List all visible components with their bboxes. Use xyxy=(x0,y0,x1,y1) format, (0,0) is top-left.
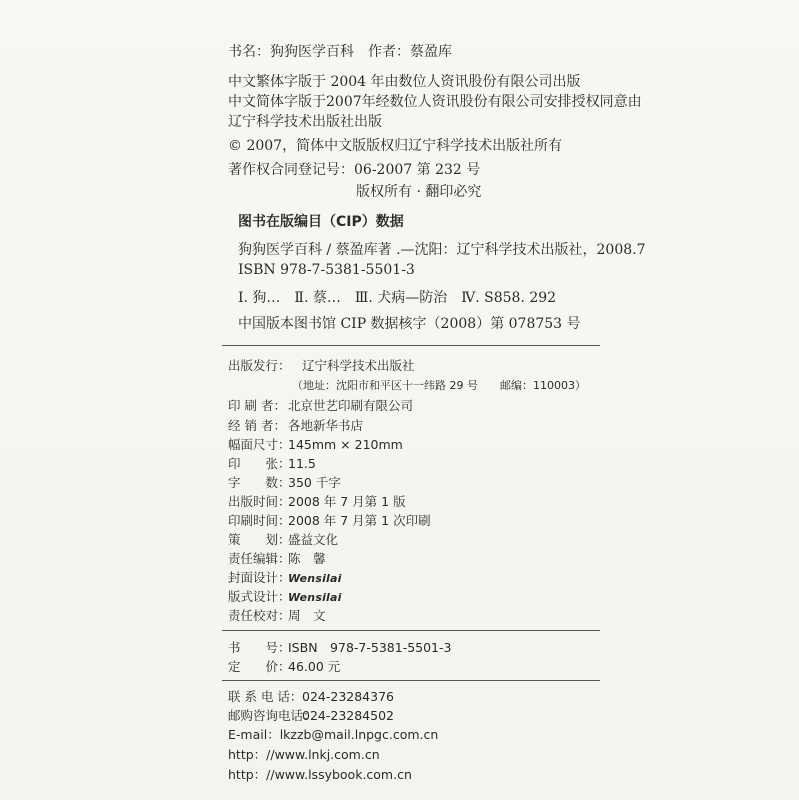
words-label: 字 数： xyxy=(228,475,291,490)
cover-design-row xyxy=(228,570,342,587)
printer-label: 印 刷 者： xyxy=(228,398,286,413)
phone-row xyxy=(228,689,394,705)
distributor-label: 经 销 者： xyxy=(228,418,286,433)
publisher-address: （地址：沈阳市和平区十一纬路 29 号 邮编：110003） xyxy=(292,379,586,392)
simplified-edition-note-1: 中文简体字版于2007年经数位人资讯股份有限公司安排授权同意由 xyxy=(228,94,642,110)
traditional-edition-note: 中文繁体字版于 2004 年由数位人资讯股份有限公司出版 xyxy=(228,74,581,90)
mail-order-row xyxy=(228,708,394,724)
url-line-2: http：//www.lssybook.com.cn xyxy=(228,767,412,782)
pub-date-row xyxy=(228,494,406,510)
planning-row xyxy=(228,532,338,548)
contract-registration: 著作权合同登记号：06-2007 第 232 号 xyxy=(228,162,481,178)
planning-label: 策 划： xyxy=(228,532,291,547)
price-row xyxy=(228,659,340,675)
price-label: 定 价： xyxy=(228,659,291,674)
size-value: 145mm × 210mm xyxy=(288,437,403,452)
divider-bottom xyxy=(222,680,600,681)
distributor-value: 各地新华书店 xyxy=(288,418,364,433)
simplified-edition-note-2: 辽宁科学技术出版社出版 xyxy=(228,114,382,130)
print-date-label: 印刷时间： xyxy=(228,513,291,528)
proofreader-row xyxy=(228,608,326,624)
cip-record: 狗狗医学百科 / 蔡盈库著 .—沈阳：辽宁科学技术出版社，2008.7 xyxy=(238,242,646,258)
mail-order-value: 024-23284502 xyxy=(302,708,394,723)
email-line: E-mail：lkzzb@mail.lnpgc.com.cn xyxy=(228,727,439,742)
cip-library-record: 中国版本图书馆 CIP 数据核字（2008）第 078753 号 xyxy=(238,316,581,332)
pub-date-label: 出版时间： xyxy=(228,494,291,509)
distributor-row xyxy=(228,418,363,434)
price-value: 46.00 元 xyxy=(288,659,341,674)
printer-value: 北京世艺印刷有限公司 xyxy=(288,398,414,413)
book-title-line: 书名：狗狗医学百科 作者：蔡盈库 xyxy=(228,44,452,60)
size-row xyxy=(228,437,403,453)
layout-design-row xyxy=(228,589,342,606)
proofreader-label: 责任校对： xyxy=(228,608,291,623)
cip-classification: Ⅰ. 狗… Ⅱ. 蔡… Ⅲ. 犬病—防治 Ⅳ. S858. 292 xyxy=(238,290,557,306)
copyright-notice: © 2007，简体中文版版权归辽宁科学技术出版社所有 xyxy=(228,138,563,154)
words-value: 350 千字 xyxy=(288,475,341,490)
publisher-row xyxy=(228,358,415,374)
sheets-label: 印 张： xyxy=(228,456,291,471)
phone-value: 024-23284376 xyxy=(302,689,394,704)
cover-design-label: 封面设计： xyxy=(228,570,291,585)
print-date-row xyxy=(228,513,431,529)
url-line-1: http：//www.lnkj.com.cn xyxy=(228,747,380,762)
layout-design-logo: Wensilai xyxy=(288,591,342,604)
mail-order-label: 邮购咨询电话： xyxy=(228,708,316,723)
isbn-label: 书 号： xyxy=(228,640,291,655)
isbn-value: ISBN 978-7-5381-5501-3 xyxy=(288,640,452,655)
words-row xyxy=(228,475,341,491)
sheets-row xyxy=(228,456,316,472)
divider-top xyxy=(222,345,600,346)
cip-heading: 图书在版编目（CIP）数据 xyxy=(238,214,404,230)
editor-value: 陈 馨 xyxy=(288,551,326,566)
sheets-value: 11.5 xyxy=(288,456,316,471)
publisher-label: 出版发行： xyxy=(228,358,291,373)
editor-label: 责任编辑： xyxy=(228,551,291,566)
editor-row xyxy=(228,551,326,567)
divider-middle xyxy=(222,630,600,631)
pub-date-value: 2008 年 7 月第 1 版 xyxy=(288,494,406,509)
phone-label: 联 系 电 话： xyxy=(228,689,303,704)
rights-reserved: 版权所有 · 翻印必究 xyxy=(356,184,482,200)
proofreader-value: 周 文 xyxy=(288,608,326,623)
isbn-row xyxy=(228,640,451,656)
size-label: 幅面尺寸： xyxy=(228,437,291,452)
cover-design-logo: Wensilai xyxy=(288,572,342,585)
print-date-value: 2008 年 7 月第 1 次印刷 xyxy=(288,513,431,528)
publisher-value: 辽宁科学技术出版社 xyxy=(302,358,415,373)
layout-design-label: 版式设计： xyxy=(228,589,291,604)
printer-row xyxy=(228,398,413,414)
cip-isbn: ISBN 978-7-5381-5501-3 xyxy=(238,262,415,278)
planning-value: 盛益文化 xyxy=(288,532,339,547)
